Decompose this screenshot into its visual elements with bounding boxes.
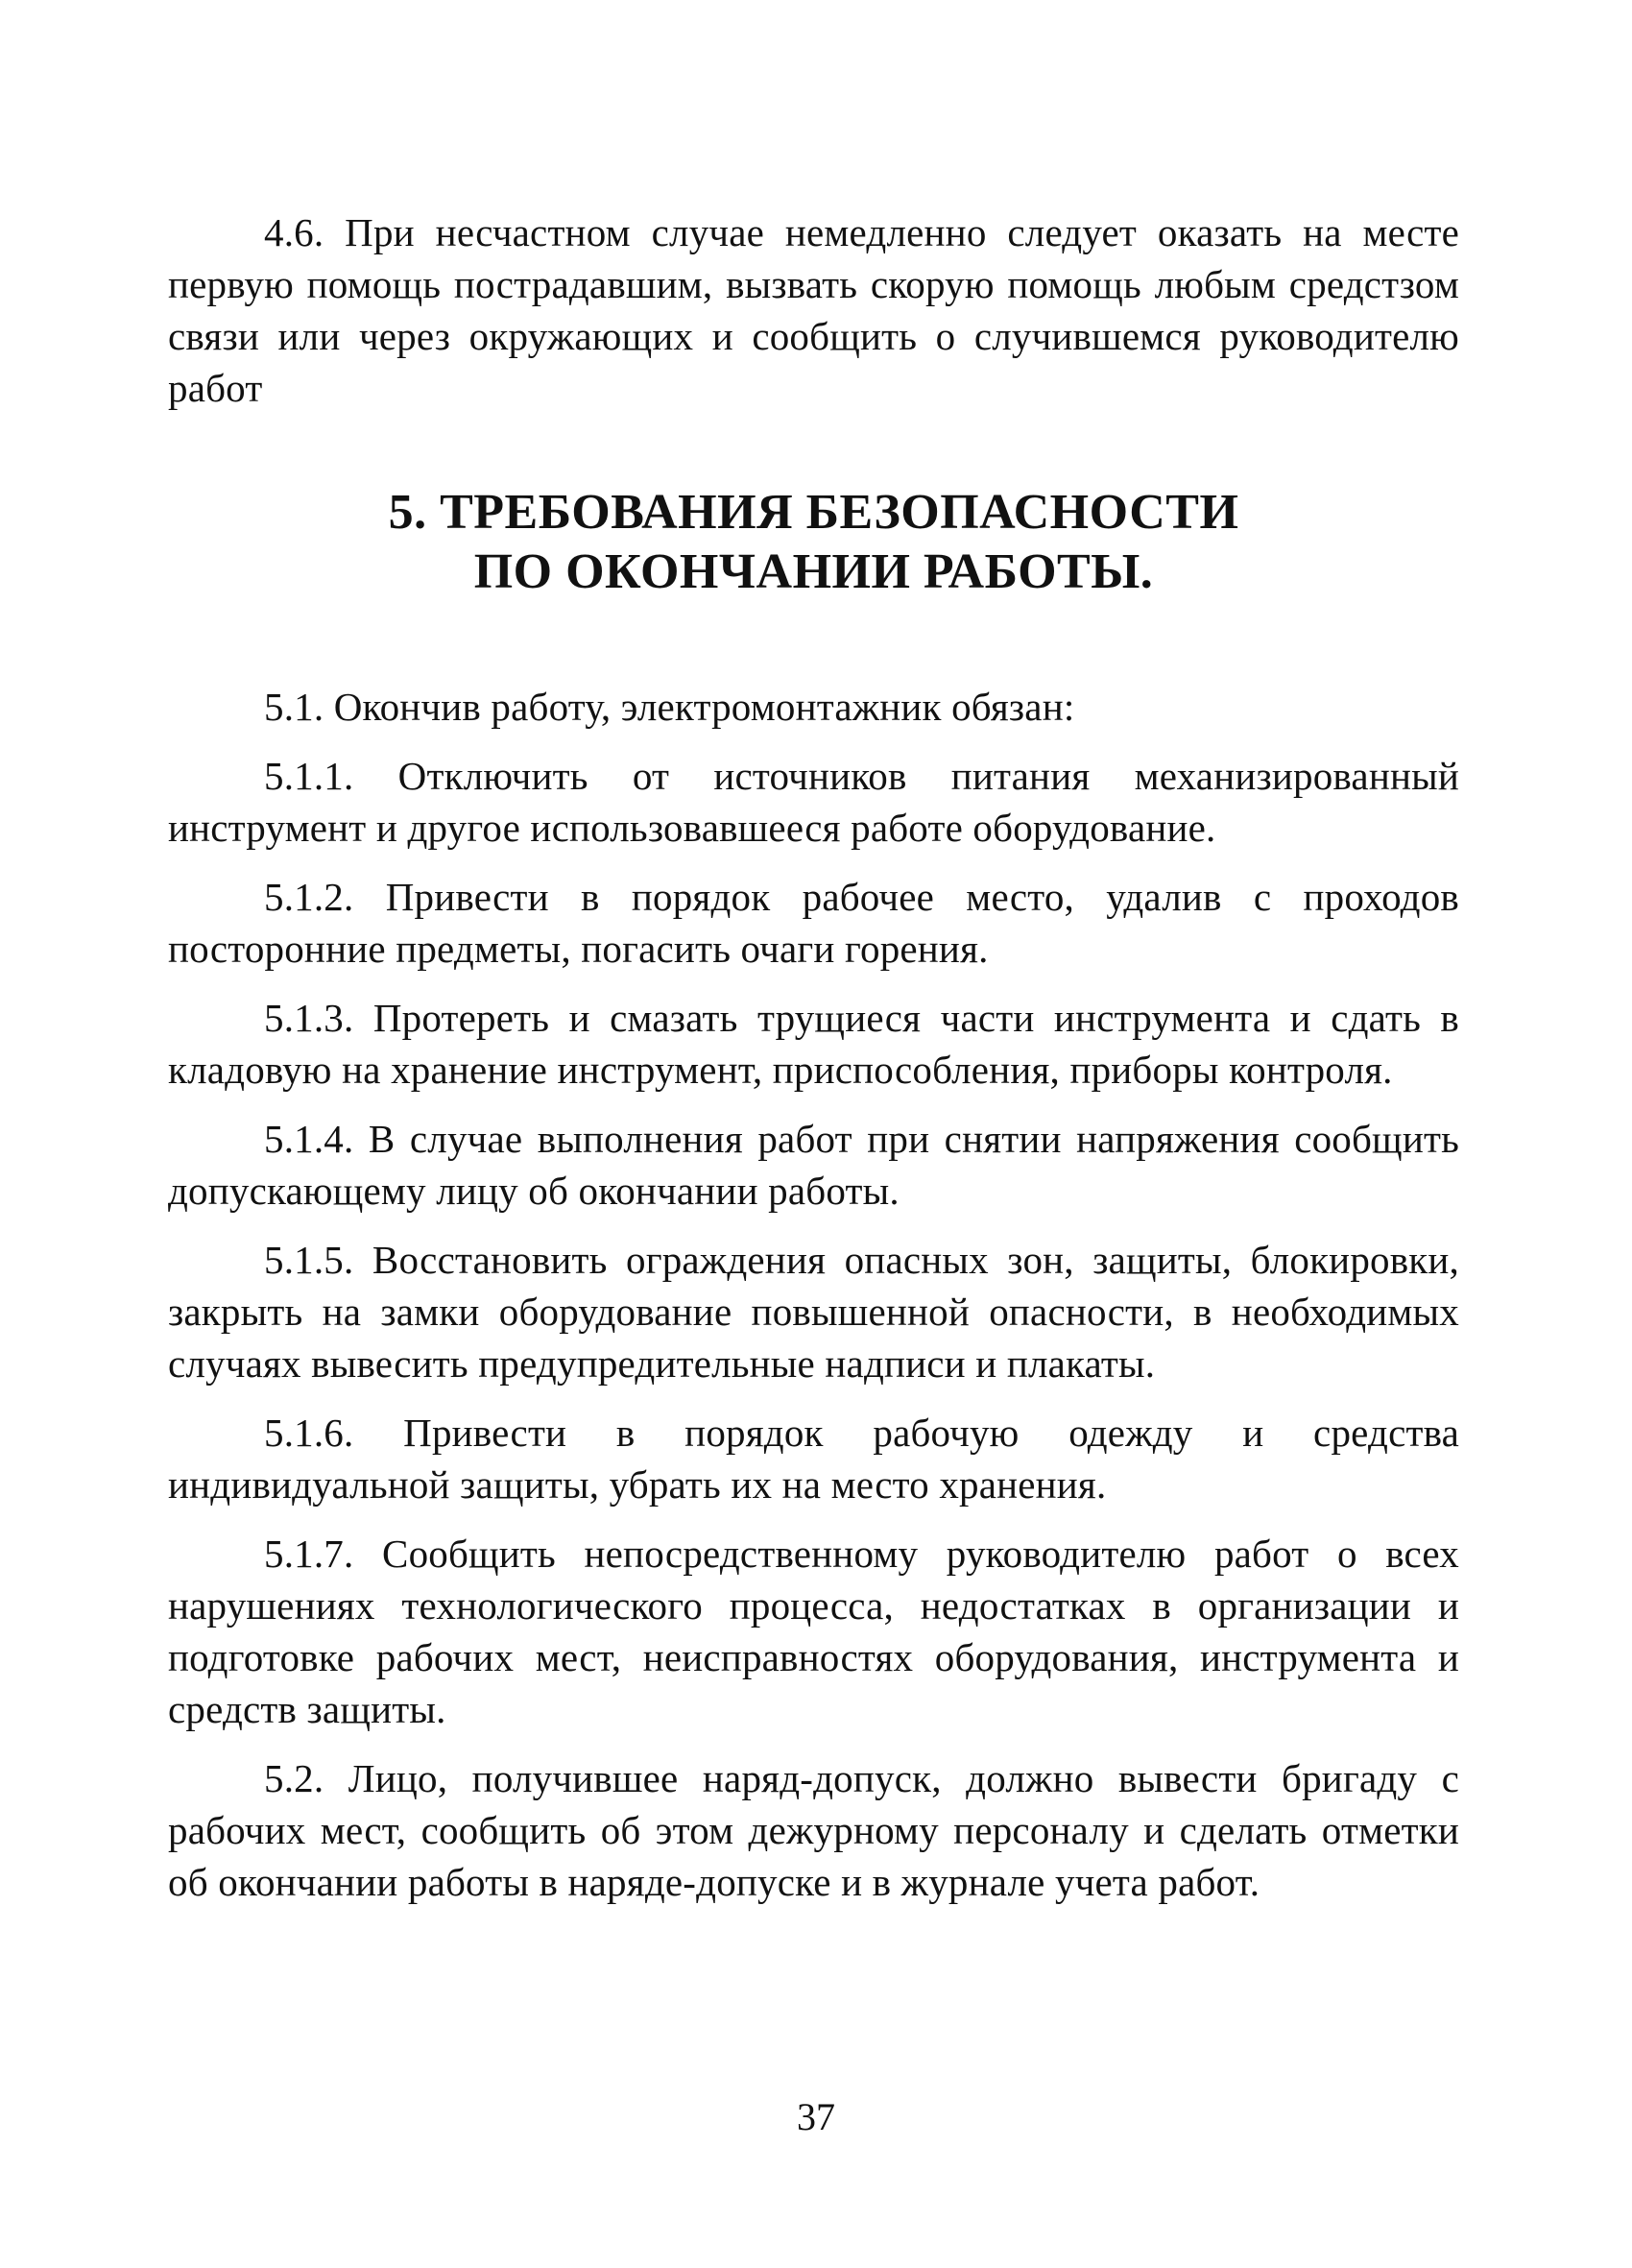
section-heading-line-2: ПО ОКОНЧАНИИ РАБОТЫ.	[473, 544, 1154, 599]
paragraph-5-1-6: 5.1.6. Привести в порядок рабочую одежду и средства индивидуальной защиты, убрать их на место хранения.	[168, 1411, 1459, 1507]
paragraph-5-1-7: 5.1.7. Сообщить непосредственному руководителю работ о всех нарушениях технологического процесса, недостатках в организации и подготовке рабочих мест, неисправностях оборудования, инструмента и средств защиты.	[168, 1532, 1459, 1731]
paragraph-5-1-5: 5.1.5. Восстановить ограждения опасных зон, защиты, блокировки, закрыть на замки оборудование повышенной опасности, в необходимых случаях вывесить предупредительные надписи и плакаты.	[168, 1238, 1459, 1386]
paragraph-5-1: 5.1. Окончив работу, электромонтажник обязан:	[264, 685, 1075, 729]
section-heading-line-1: 5. ТРЕБОВАНИЯ БЕЗОПАСНОСТИ	[388, 485, 1239, 540]
page-number: 37	[797, 2095, 835, 2138]
paragraph-5-1-2: 5.1.2. Привести в порядок рабочее место, удалив с проходов посторонние предметы, погасить очаги горения.	[168, 875, 1459, 971]
paragraph-4-6: 4.6. При несчастном случае немедленно следует оказать на месте первую помощь пострадавшим, вызвать скорую помощь любым средстзом связи или через окружающих и сообщить о случившемся руководителю работ	[168, 210, 1459, 410]
paragraph-5-2: 5.2. Лицо, получившее наряд-допуск, должно вывести бригаду с рабочих мест, сообщить об этом дежурному персоналу и сделать отметки об окончании работы в наряде-допуске и в журнале учета работ.	[168, 1756, 1459, 1904]
paragraph-5-1-1: 5.1.1. Отключить от источников питания механизированный инструмент и другое использовавшееся работе оборудование.	[168, 754, 1459, 850]
paragraph-5-1-4: 5.1.4. В случае выполнения работ при снятии напряжения сообщить допускающему лицу об окончании работы.	[168, 1117, 1459, 1213]
section-heading	[168, 483, 1459, 602]
document-page	[168, 206, 1459, 1925]
heading-spacer	[168, 602, 1459, 681]
paragraph-5-1-3: 5.1.3. Протереть и смазать трущиеся части инструмента и сдать в кладовую на хранение инструмент, приспособления, приборы контроля.	[168, 996, 1459, 1092]
